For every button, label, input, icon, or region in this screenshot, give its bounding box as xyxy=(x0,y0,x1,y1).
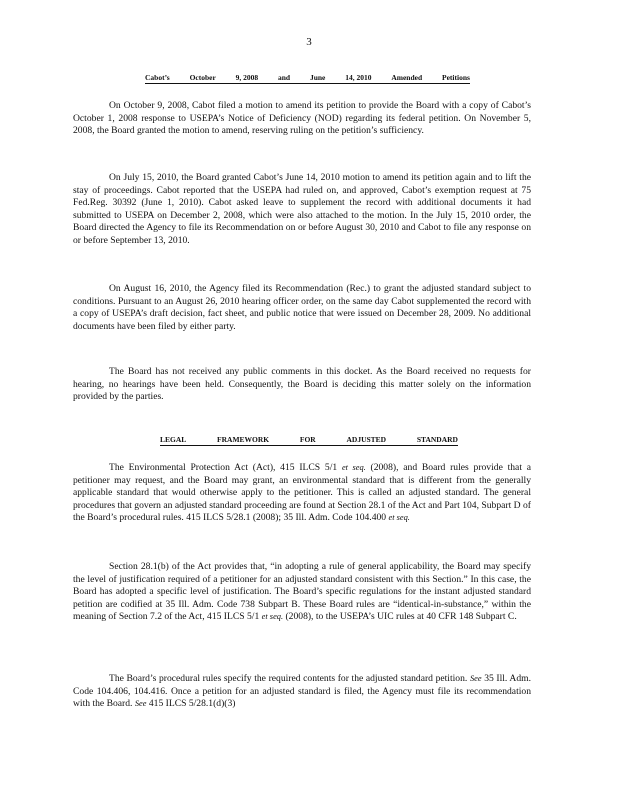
paragraph-section-28-1-b xyxy=(73,561,531,624)
text-run: The Environmental Protection Act (Act), 415 ILCS 5/1 xyxy=(109,462,338,473)
paragraph-environmental-protection-act xyxy=(73,462,531,525)
heading-word: and xyxy=(278,73,291,82)
heading-word: Amended xyxy=(391,73,423,82)
heading-word: 9, 2008 xyxy=(235,73,259,82)
text-run: Section 28.1(b) of the Act provides that, “in adopting a rule of general applicability, the Board may specify the level of justification required of a petitioner for an adjusted standard consistent with this Section.” In this case, the Board has adopted a specific level of justification. The Board’s specific regulations for the instant adjusted standard petition are codified at 35 Ill. Adm. Code 738 Subpart B. These Board rules are “identical-in-substance,” within the meaning of Section 7.2 of the Act, 415 ILCS 5/1 xyxy=(73,561,531,623)
text-run: The Board’s procedural rules specify the required contents for the adjusted standard petition. xyxy=(109,673,468,684)
heading-word: Petitions xyxy=(442,73,470,82)
section-heading-legal-framework xyxy=(160,434,458,446)
heading-word: FRAMEWORK xyxy=(217,435,270,444)
paragraph-october-motion: On October 9, 2008, Cabot filed a motion to amend its petition to provide the Board with a copy of Cabot’s October 1, 2008 response to USEPA’s Notice of Deficiency (NOD) regarding its federal petition. On November 5, 2008, the Board granted the motion to amend, reserving ruling on the petition’s sufficiency. xyxy=(73,100,531,137)
text-run: 415 ILCS 5/28.1(d)(3) xyxy=(148,698,236,710)
text-run: (2008), and Board rules provide that a petitioner may request, and the Board may grant, an environmental standard that is different from the generally applicable standard that would otherwise apply to the petitioner. This is called an adjusted standard. The general procedures that govern an adjusted standard proceeding are found at Section 28.1 of the Act and Part 104, Subpart D of the Board’s procedural rules. 415 ILCS 5/28.1 (2008); 35 Ill. Adm. Code 104.400 xyxy=(73,462,532,524)
et-seq-citation: et seq. xyxy=(341,463,366,472)
heading-word: FOR xyxy=(299,435,316,444)
paragraph-public-comments: The Board has not received any public comments in this docket. As the Board received no requests for hearing, no hearings have been held. Consequently, the Board is deciding this matter solely on the information provided by the parties. xyxy=(73,366,531,403)
heading-word: 14, 2010 xyxy=(345,73,372,82)
paragraph-july-order: On July 15, 2010, the Board granted Cabot’s June 14, 2010 motion to amend its petition again and to lift the stay of proceedings. Cabot reported that the USEPA had ruled on, and approved, Cabot’s exemption request at 75 Fed.Reg. 30392 (June 1, 2010). Cabot asked leave to supplement the record with additional documents it had submitted to USEPA on December 2, 2008, which were also attached to the motion. In the July 15, 2010 order, the Board directed the Agency to file its Recommendation on or before August 30, 2010 and Cabot to file any response on or before September 13, 2010. xyxy=(73,172,531,246)
heading-word: June xyxy=(309,73,326,82)
text-run: (2008), to the USEPA’s UIC rules at 40 CFR 148 Subpart C. xyxy=(285,611,517,623)
heading-word: Cabot’s xyxy=(145,73,170,82)
et-seq-citation: et seq. xyxy=(261,612,284,622)
heading-word: LEGAL xyxy=(160,435,187,444)
see-signal: See xyxy=(469,674,482,683)
heading-word: STANDARD xyxy=(416,435,458,444)
section-heading-amended-petitions xyxy=(145,72,470,84)
paragraph-agency-recommendation: On August 16, 2010, the Agency filed its Recommendation (Rec.) to grant the adjusted standard subject to conditions. Pursuant to an August 26, 2010 hearing officer order, on the same day Cabot supplemented the record with a copy of USEPA’s draft decision, fact sheet, and public notice that were issued on December 28, 2009. No additional documents have been filed by either party. xyxy=(73,283,531,332)
et-seq-citation: et seq. xyxy=(388,513,410,523)
heading-word: October xyxy=(189,73,216,82)
heading-word: ADJUSTED xyxy=(346,435,387,444)
see-signal: See xyxy=(134,699,147,709)
text-run: 35 Ill. Adm. Code 104.406, 104.416. Once a petition for an adjusted standard is filed, the Agency must file its recommendation with the Board. xyxy=(73,673,531,710)
paragraph-procedural-rules xyxy=(73,673,531,711)
page-number: 3 xyxy=(306,36,312,48)
